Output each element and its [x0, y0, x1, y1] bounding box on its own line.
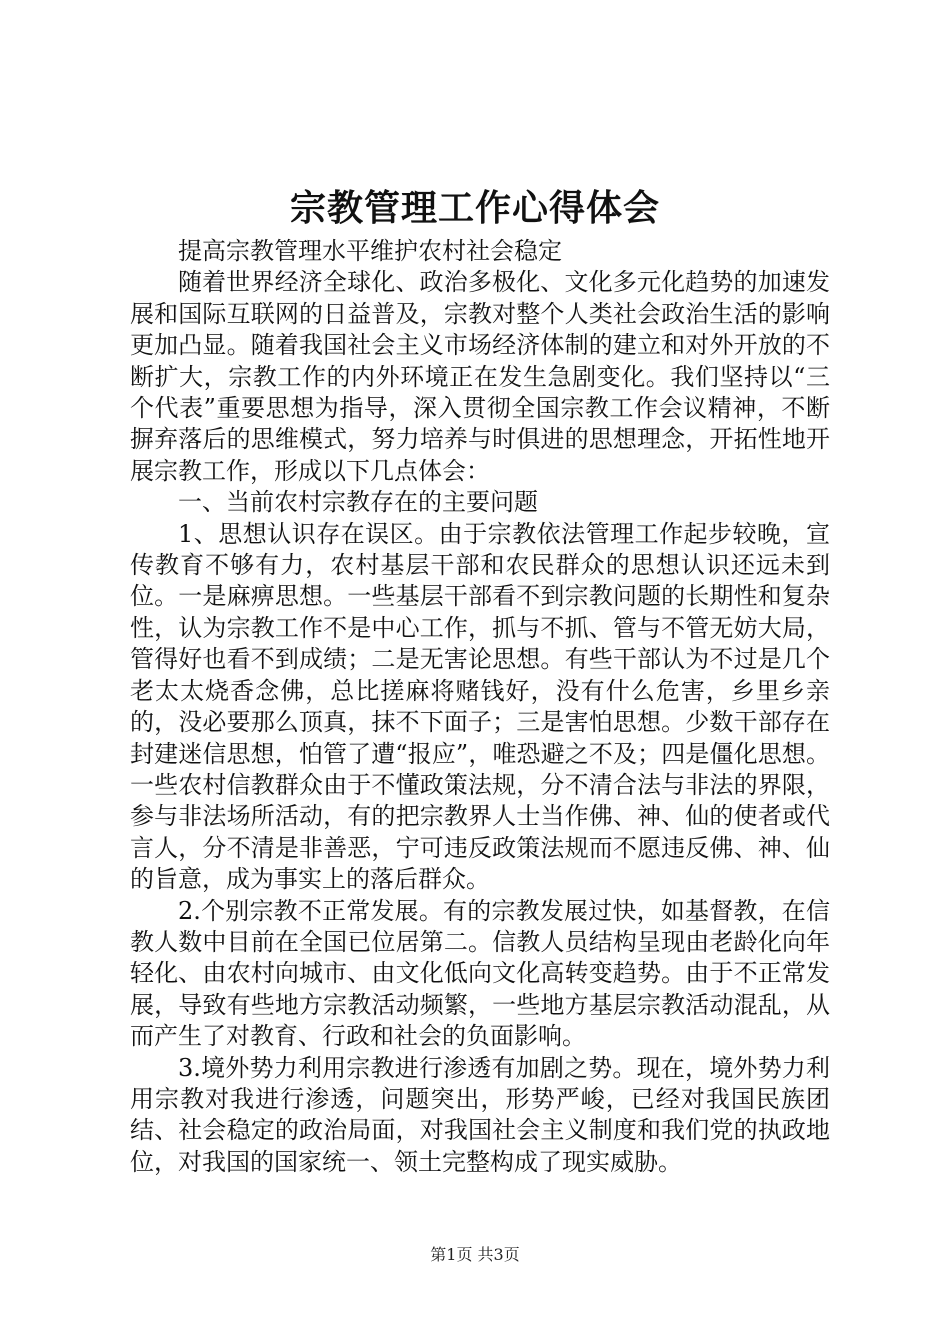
page-footer: 第1页 共3页	[430, 1245, 520, 1264]
point-2-paragraph: 2.个别宗教不正常发展。有的宗教发展过快，如基督教，在信教人数中目前在全国已位居第二。信教人员结构呈现由老龄化向年轻化、由农村向城市、由文化低向文化高转变趋势。由于不正常发展，导致有些地方宗教活动频繁，一些地方基层宗教活动混乱，从而产生了对教育、行政和社会的负面影响。	[130, 896, 830, 1051]
point-3-paragraph: 3.境外势力利用宗教进行渗透有加剧之势。现在，境外势力利用宗教对我进行渗透，问题突出，形势严峻，已经对我国民族团结、社会稳定的政治局面，对我国社会主义制度和我们党的执政地位，对我国的国家统一、领土完整构成了现实威胁。	[130, 1053, 830, 1176]
document-body	[130, 236, 830, 1178]
subtitle-paragraph: 提高宗教管理水平维护农村社会稳定	[178, 237, 562, 265]
section-heading: 一、当前农村宗教存在的主要问题	[178, 488, 538, 517]
document-title: 宗教管理工作心得体会	[289, 187, 660, 229]
intro-paragraph: 随着世界经济全球化、政治多极化、文化多元化趋势的加速发展和国际互联网的日益普及，宗教对整个人类社会政治生活的影响更加凸显。随着我国社会主义市场经济体制的建立和对外开放的不断扩大，宗教工作的内外环境正在发生急剧变化。我们坚持以“三个代表”重要思想为指导，深入贯彻全国宗教工作会议精神，不断摒弃落后的思维模式，努力培养与时俱进的思想理念，开拓性地开展宗教工作，形成以下几点体会：	[130, 268, 830, 485]
point-1-paragraph: 1、思想认识存在误区。由于宗教依法管理工作起步较晚，宣传教育不够有力，农村基层干部和农民群众的思想认识还远未到位。一是麻痹思想。一些基层干部看不到宗教问题的长期性和复杂性，认为宗教工作不是中心工作，抓与不抓、管与不管无妨大局，管得好也看不到成绩；二是无害论思想。有些干部认为不过是几个老太太烧香念佛，总比搓麻将赌钱好，没有什么危害，乡里乡亲的，没必要那么顶真，抹不下面子；三是害怕思想。少数干部存在封建迷信思想，怕管了遭“报应”，唯恐避之不及；四是僵化思想。一些农村信教群众由于不懂政策法规，分不清合法与非法的界限，参与非法场所活动，有的把宗教界人士当作佛、神、仙的使者或代言人，分不清是非善恶，宁可违反政策法规而不愿违反佛、神、仙的旨意，成为事实上的落后群众。	[130, 519, 830, 894]
